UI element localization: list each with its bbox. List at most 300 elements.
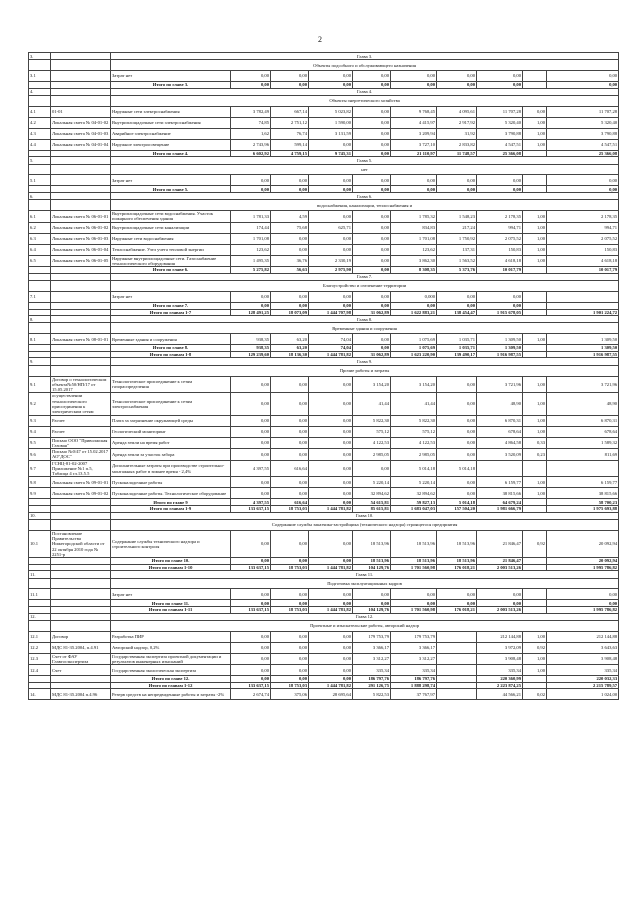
table-cell: 3 209,94 [391, 128, 437, 139]
table-cell: Глава 6. [111, 193, 619, 200]
table-cell [29, 82, 51, 89]
table-cell: 8.1 [29, 334, 51, 345]
table-cell: 1,00 [523, 426, 547, 437]
table-cell: 0,00 [391, 589, 437, 600]
total-row [29, 351, 619, 358]
table-cell: 1 916 987,55 [477, 351, 523, 358]
table-cell: 0,00 [271, 437, 309, 449]
table-cell: 5 320,40 [547, 117, 619, 128]
table-cell: Объекты энергетического хозяйства [111, 95, 619, 106]
table-cell: 6.1 [29, 211, 51, 223]
table-cell: 0,00 [391, 600, 437, 607]
page-number: 2 [318, 35, 322, 44]
table-cell: 1,00 [523, 653, 547, 665]
table-cell: 139 490,17 [437, 351, 477, 358]
table-cell: 4 397,55 [231, 460, 271, 477]
table-cell: Временные здания и сооружения [111, 323, 619, 334]
table-cell [29, 95, 51, 106]
table-cell: 0,00 [437, 426, 477, 437]
table-cell: 21 846,47 [477, 558, 523, 565]
table-cell: 0,00 [271, 71, 309, 82]
table-cell: 48,90 [477, 393, 523, 415]
table-cell: 11. [29, 571, 51, 578]
table-cell: 9.9 [29, 488, 51, 499]
table-cell: Резерв средств на непредвиденные работы и затраты -2% [111, 689, 231, 700]
table-cell: 174,44 [231, 222, 271, 233]
table-cell: 74,85 [231, 117, 271, 128]
table-cell: 0,00 [271, 676, 309, 683]
table-cell: Глава 8. [111, 316, 619, 323]
table-cell: Итого по главам 1-10 [111, 564, 231, 571]
table-cell: 2 075,52 [477, 233, 523, 244]
table-cell [523, 676, 547, 683]
table-cell: 0,02 [523, 689, 547, 700]
table-cell [51, 53, 111, 60]
table-cell: 1 701 560,98 [391, 564, 437, 571]
table-cell: 0,00 [437, 82, 477, 89]
table-cell: 1 975 693,88 [547, 506, 619, 513]
total-row [29, 267, 619, 274]
table-cell: 4.4 [29, 139, 51, 150]
table-cell: Затрат нет [111, 589, 231, 600]
table-cell: 59 827,13 [391, 499, 437, 506]
table-cell: 133 637,15 [231, 607, 271, 614]
table-cell: Итого по главам 1-7 [111, 309, 231, 316]
table-cell: 0,00 [353, 128, 391, 139]
table-cell: 9.8 [29, 477, 51, 488]
table-cell: 25 366,08 [477, 150, 523, 157]
table-cell [51, 589, 111, 600]
table-cell: 0,00 [353, 139, 391, 150]
table-cell: 0,00 [271, 530, 309, 557]
table-cell: 220 360,99 [477, 676, 523, 683]
table-row [29, 477, 619, 488]
table-cell: 0,00 [437, 393, 477, 415]
table-cell: 0,23 [523, 449, 547, 461]
table-cell [29, 309, 51, 316]
section-row [29, 60, 619, 71]
table-cell: 3 721,96 [477, 376, 523, 393]
table-cell: 1 309,50 [477, 334, 523, 345]
table-cell [29, 620, 51, 631]
table-cell: 5 320,40 [477, 117, 523, 128]
table-cell: 0,00 [231, 175, 271, 186]
section-row [29, 193, 619, 200]
table-cell: Локальная смета № 08-01-01 [51, 334, 111, 345]
table-cell [547, 302, 619, 309]
table-cell: Подготовка эксплуатационных кадров [111, 578, 619, 589]
table-cell: 5 014,18 [437, 499, 477, 506]
table-cell: 0,33 [523, 437, 547, 449]
table-cell: 123,62 [231, 244, 271, 255]
table-cell: 1 701,08 [391, 233, 437, 244]
table-cell: 186 797,76 [353, 676, 391, 683]
table-cell: 12.1 [29, 631, 51, 642]
table-cell: 179 753,79 [391, 631, 437, 642]
table-cell [51, 506, 111, 513]
table-row [29, 139, 619, 150]
table-cell: 0,00 [271, 393, 309, 415]
table-cell: 0,00 [231, 589, 271, 600]
table-cell: 1 888 298,74 [391, 682, 437, 689]
table-cell: 6 159,77 [547, 477, 619, 488]
table-cell: 0,00 [309, 665, 353, 676]
table-cell: Наружные внутриплощадочные сети. Газоснабжение технологического оборудования [111, 255, 231, 267]
table-cell: 18 753,03 [271, 506, 309, 513]
table-cell [29, 578, 51, 589]
table-cell: 2 330,19 [309, 255, 353, 267]
table-cell: 4 415,97 [391, 117, 437, 128]
table-cell: Локальная смета № 04-01-02 [51, 117, 111, 128]
table-cell: Глава 7. [111, 273, 619, 280]
table-cell: 2 674,74 [231, 689, 271, 700]
table-cell: 18 513,96 [353, 558, 391, 565]
table-cell: 0,00 [271, 291, 309, 302]
table-cell [51, 291, 111, 302]
table-cell: 1 075,69 [391, 345, 437, 352]
table-cell: 31,92 [437, 128, 477, 139]
table-cell: 11 707,28 [477, 106, 523, 117]
table-cell [523, 460, 547, 477]
table-cell [51, 571, 111, 578]
table-cell: 128 491,25 [231, 309, 271, 316]
table-cell: 6 159,77 [477, 477, 523, 488]
table-cell [437, 631, 477, 642]
table-cell: 1,00 [523, 244, 547, 255]
table-cell [29, 186, 51, 193]
table-cell: 616,64 [271, 499, 309, 506]
table-cell: 9.2 [29, 393, 51, 415]
table-cell: 0,00 [353, 211, 391, 223]
table-cell: 0,00 [309, 139, 353, 150]
table-cell: 0,00 [231, 291, 271, 302]
table-cell: 0,00 [353, 222, 391, 233]
table-cell: 0,00 [309, 558, 353, 565]
table-cell [51, 351, 111, 358]
total-row [29, 150, 619, 157]
table-cell [523, 309, 547, 316]
table-cell: 0,00 [353, 82, 391, 89]
table-cell: 1,00 [523, 665, 547, 676]
table-row [29, 128, 619, 139]
table-cell: 0,000 [391, 291, 437, 302]
table-cell: 6.2 [29, 222, 51, 233]
table-cell: Итого по главам 1-8 [111, 351, 231, 358]
table-cell: 14. [29, 689, 51, 700]
table-cell: 0,00 [271, 426, 309, 437]
table-cell [29, 607, 51, 614]
table-cell: 176 018,21 [437, 564, 477, 571]
table-cell [523, 186, 547, 193]
table-cell: 0,00 [437, 589, 477, 600]
table-cell: 3 312,27 [353, 653, 391, 665]
table-cell [523, 267, 547, 274]
table-cell [523, 589, 547, 600]
table-cell: Письмо ООО "Приволжская Газовая" [51, 437, 111, 449]
table-row [29, 665, 619, 676]
section-row [29, 88, 619, 95]
table-cell: 0,00 [271, 302, 309, 309]
total-row [29, 506, 619, 513]
table-cell [51, 302, 111, 309]
table-cell: 18 136,30 [271, 351, 309, 358]
table-cell: Счет [51, 665, 111, 676]
table-cell: Итого по главам 1-11 [111, 607, 231, 614]
table-cell: Итого по главам 1-9 [111, 506, 231, 513]
table-cell: 0,00 [271, 665, 309, 676]
table-cell [51, 607, 111, 614]
table-cell: 0,00 [353, 244, 391, 255]
table-cell: 0,00 [309, 488, 353, 499]
table-cell: 994,71 [477, 222, 523, 233]
table-cell: 0,00 [231, 488, 271, 499]
table-cell [51, 150, 111, 157]
table-cell [523, 302, 547, 309]
table-row [29, 653, 619, 665]
table-cell: 0,00 [231, 426, 271, 437]
table-cell: 1 024,00 [547, 689, 619, 700]
table-cell [51, 682, 111, 689]
table-cell: 1 444 707,98 [309, 309, 353, 316]
table-cell [51, 88, 111, 95]
table-cell: МДС 81-35.2004, п.4.91 [51, 642, 111, 653]
table-cell: 4.3 [29, 128, 51, 139]
table-cell [51, 519, 111, 530]
table-cell: Итого по главе 9 [111, 499, 231, 506]
table-cell: осуществлении технологического присоединения к электрическим сетям [51, 393, 111, 415]
table-cell: 0,00 [271, 589, 309, 600]
table-cell: 157 504,20 [437, 506, 477, 513]
table-cell: 0,00 [231, 600, 271, 607]
table-cell [29, 60, 51, 71]
table-cell [51, 600, 111, 607]
table-row [29, 334, 619, 345]
table-cell: 0,00 [231, 437, 271, 449]
table-cell: 0,00 [477, 291, 523, 302]
table-cell: 1 750,92 [437, 233, 477, 244]
table-cell: 0,00 [309, 393, 353, 415]
table-cell: Итого по главе 3. [111, 82, 231, 89]
table-cell [437, 653, 477, 665]
table-row [29, 488, 619, 499]
table-cell: 0,00 [231, 558, 271, 565]
table-cell [51, 309, 111, 316]
table-cell: 3 366,17 [391, 642, 437, 653]
table-cell: 0,00 [353, 106, 391, 117]
table-cell: Расчет [51, 415, 111, 426]
table-cell: 3 790,88 [477, 128, 523, 139]
table-cell: 0,00 [353, 117, 391, 128]
table-cell: нет [111, 164, 619, 175]
table-cell: 38 815,66 [547, 488, 619, 499]
table-cell: 0,00 [231, 71, 271, 82]
table-cell: 0,00 [547, 175, 619, 186]
table-cell: 1 701,08 [231, 233, 271, 244]
table-cell: 18 073,09 [271, 309, 309, 316]
table-cell: 0,00 [353, 302, 391, 309]
table-cell: 0,00 [477, 82, 523, 89]
table-row [29, 631, 619, 642]
total-row [29, 186, 619, 193]
table-cell: 575,12 [391, 426, 437, 437]
table-cell: 63,20 [271, 345, 309, 352]
table-cell: Глава 5. [111, 157, 619, 164]
table-cell: 0,00 [309, 653, 353, 665]
table-cell: Локальная смета № 09-01-01 [51, 477, 111, 488]
table-cell: 133 637,15 [231, 564, 271, 571]
table-cell: 0,00 [309, 600, 353, 607]
table-cell: 1,00 [523, 477, 547, 488]
table-cell: 0,00 [477, 186, 523, 193]
table-cell: 63,20 [271, 334, 309, 345]
table-cell: 5. [29, 157, 51, 164]
table-cell: 0,00 [547, 82, 619, 89]
table-cell: Локальная смета № 06-01-02 [51, 222, 111, 233]
table-cell: 6 870,31 [477, 415, 523, 426]
table-cell: 3 908,48 [547, 653, 619, 665]
table-cell: 38 815,66 [477, 488, 523, 499]
table-cell: Глава 4. [111, 88, 619, 95]
table-cell: Содержание службы технического надзора и строительного контроля [111, 530, 231, 557]
table-cell: 11 707,28 [547, 106, 619, 117]
table-cell: 20 092,94 [547, 530, 619, 557]
table-cell: 0,00 [353, 600, 391, 607]
table-cell: 5 822,53 [353, 689, 391, 700]
table-cell: Затрат нет [111, 175, 231, 186]
table-cell: 0,00 [391, 186, 437, 193]
table-cell: 0,00 [309, 302, 353, 309]
table-cell [29, 164, 51, 175]
section-row [29, 273, 619, 280]
table-cell: 10 017,79 [547, 267, 619, 274]
table-row [29, 589, 619, 600]
table-cell: Итого по главе 7. [111, 302, 231, 309]
table-cell: 0,00 [271, 175, 309, 186]
table-cell: 36,76 [271, 255, 309, 267]
table-cell: 37 767,97 [391, 689, 437, 700]
table-cell: 0,00 [353, 267, 391, 274]
table-cell [523, 71, 547, 82]
table-cell: 0,00 [271, 642, 309, 653]
table-cell: 1,00 [523, 222, 547, 233]
table-cell: 4 547,51 [547, 139, 619, 150]
table-cell: 938,35 [231, 334, 271, 345]
table-cell: 1 495,35 [231, 255, 271, 267]
total-row [29, 607, 619, 614]
table-cell: 1 035,71 [437, 345, 477, 352]
table-row [29, 530, 619, 557]
table-cell: 0,00 [477, 71, 523, 82]
table-cell [29, 365, 51, 376]
table-cell: 4 547,51 [477, 139, 523, 150]
table-cell: 212 144,88 [547, 631, 619, 642]
table-cell: 0,00 [271, 233, 309, 244]
table-cell: 64 679,24 [477, 499, 523, 506]
table-cell: Государственная экологическая экспертиза [111, 665, 231, 676]
table-cell: 0,00 [271, 631, 309, 642]
table-cell: 3 972,09 [477, 642, 523, 653]
table-cell: 18 513,96 [437, 530, 477, 557]
table-cell: 0,00 [271, 244, 309, 255]
table-cell [51, 365, 111, 376]
table-cell: 1 622 883,21 [391, 309, 437, 316]
total-row [29, 676, 619, 683]
table-cell: 18 753,03 [271, 682, 309, 689]
table-cell: 0,00 [547, 589, 619, 600]
table-cell: Аренда земли за участок забора [111, 449, 231, 461]
table-cell [51, 316, 111, 323]
table-cell: Наружные сети электроснабжения [111, 106, 231, 117]
total-row [29, 499, 619, 506]
table-cell: Итого по главе 5. [111, 186, 231, 193]
table-cell: 186 797,76 [391, 676, 437, 683]
table-cell: 0,00 [353, 233, 391, 244]
table-row [29, 117, 619, 128]
table-cell: 1,00 [523, 488, 547, 499]
table-row [29, 426, 619, 437]
table-cell: Технологическое присоединение к сетям электроснабжения [111, 393, 231, 415]
table-cell: 1,00 [523, 211, 547, 223]
table-cell: 129 239,60 [231, 351, 271, 358]
total-row [29, 558, 619, 565]
table-cell [437, 689, 477, 700]
table-cell: 0,00 [547, 186, 619, 193]
table-cell: 3 862,30 [391, 255, 437, 267]
table-cell: 0,00 [231, 302, 271, 309]
table-cell: 0,00 [231, 477, 271, 488]
table-cell [51, 676, 111, 683]
table-cell: ГСНЦ-81-02-2007 Приложение №1 п.5, Таблица 4 гл.13.5.5 [51, 460, 111, 477]
table-cell [29, 267, 51, 274]
table-cell: 176 018,21 [437, 607, 477, 614]
table-cell: 0,00 [271, 415, 309, 426]
table-cell: 1,00 [523, 393, 547, 415]
table-cell [437, 682, 477, 689]
table-cell: 2 975,90 [309, 267, 353, 274]
table-cell: 678,64 [547, 426, 619, 437]
table-cell: 133 637,15 [231, 682, 271, 689]
table-cell: 179 753,79 [353, 631, 391, 642]
table-cell: Дополнительные затраты при производстве строительно-монтажных работ в зимнее время - 2,4% [111, 460, 231, 477]
table-cell [523, 291, 547, 302]
table-cell: 18 513,96 [437, 558, 477, 565]
table-cell: 0,00 [353, 186, 391, 193]
table-cell [29, 519, 51, 530]
table-cell: 0,00 [231, 530, 271, 557]
table-cell [523, 682, 547, 689]
table-cell: 1 035,71 [437, 334, 477, 345]
table-cell: 1 444 781,82 [309, 607, 353, 614]
table-cell: 18 513,96 [391, 558, 437, 565]
table-cell: 0,00 [437, 186, 477, 193]
table-cell [523, 607, 547, 614]
table-cell: 5 373,76 [437, 267, 477, 274]
table-row [29, 222, 619, 233]
table-cell: 5 023,82 [309, 106, 353, 117]
table-cell: 7.1 [29, 291, 51, 302]
table-cell: 0,00 [437, 291, 477, 302]
table-cell [29, 351, 51, 358]
table-cell: 0,00 [309, 233, 353, 244]
table-cell: 811,69 [547, 449, 619, 461]
table-cell: 1 901 224,72 [547, 309, 619, 316]
table-cell: 0,00 [309, 376, 353, 393]
table-cell: 1 995 786,82 [547, 607, 619, 614]
table-cell: Расчет [51, 426, 111, 437]
table-cell [29, 558, 51, 565]
table-cell: 0,00 [437, 437, 477, 449]
table-cell: 74,04 [309, 345, 353, 352]
